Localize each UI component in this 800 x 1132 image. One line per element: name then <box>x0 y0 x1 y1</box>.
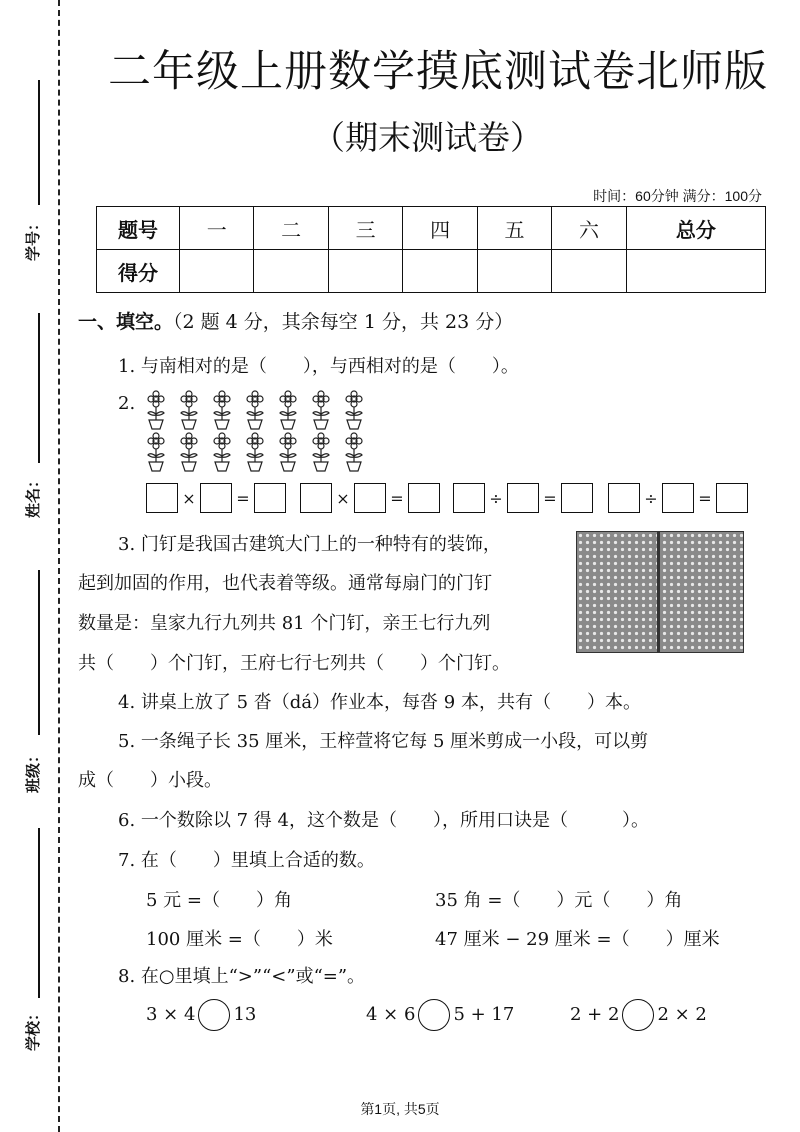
divide-sign: ÷ <box>489 488 503 508</box>
section-1-note: （2 题 4 分，其余每空 1 分，共 23 分） <box>173 311 514 333</box>
flower-pot-icon <box>143 390 169 430</box>
question-4: 4. 讲桌上放了 5 沓（dá）作业本，每沓 9 本，共有（ ）本。 <box>118 692 641 713</box>
student-id-line[interactable] <box>38 80 40 205</box>
flower-pot-icon <box>209 390 235 430</box>
score-col-total: 总分 <box>626 207 765 250</box>
flower-pot-icon <box>242 390 268 430</box>
score-table-row-header: 题号 <box>97 207 180 250</box>
equation-1 <box>146 483 286 513</box>
question-7: 7. 在（ ）里填上合适的数。 <box>118 850 375 871</box>
answer-box[interactable] <box>453 483 485 513</box>
flower-pot-icon <box>275 432 301 472</box>
equals-sign: = <box>543 488 557 508</box>
answer-box[interactable] <box>716 483 748 513</box>
answer-box[interactable] <box>408 483 440 513</box>
score-col-1: 一 <box>180 207 254 250</box>
score-cell[interactable] <box>328 250 402 293</box>
question-7c: 100 厘米 =（ ）米 <box>146 929 333 950</box>
multiply-sign: × <box>336 488 350 508</box>
multiply-sign: × <box>182 488 196 508</box>
flower-row-1 <box>143 390 367 430</box>
flower-pot-icon <box>275 390 301 430</box>
compare-right: 2 × 2 <box>657 1004 707 1025</box>
flower-pot-icon <box>341 390 367 430</box>
compare-circle[interactable] <box>418 999 450 1031</box>
class-line[interactable] <box>38 570 40 735</box>
question-3-line-4: 共（ ）个门钉，王府七行七列共（ ）个门钉。 <box>78 653 510 674</box>
section-1-title: 一、填空。 <box>78 311 174 333</box>
divide-sign: ÷ <box>644 488 658 508</box>
score-col-2: 二 <box>254 207 328 250</box>
question-7a: 5 元 =（ ）角 <box>146 890 292 911</box>
answer-box[interactable] <box>254 483 286 513</box>
question-7d: 47 厘米 − 29 厘米 =（ ）厘米 <box>435 929 720 950</box>
score-label: 得分 <box>97 250 180 293</box>
question-3-line-2: 起到加固的作用，也代表着等级。通常每扇门的门钉 <box>78 573 492 594</box>
score-cell[interactable] <box>552 250 626 293</box>
class-label: 班级： <box>24 747 43 794</box>
question-8c <box>570 999 707 1031</box>
answer-box[interactable] <box>662 483 694 513</box>
name-label: 姓名： <box>24 472 43 519</box>
answer-box[interactable] <box>200 483 232 513</box>
binding-dashed-line <box>58 0 60 1132</box>
door-nails-image <box>576 531 744 653</box>
name-line[interactable] <box>38 313 40 463</box>
flower-pot-icon <box>176 432 202 472</box>
equals-sign: = <box>236 488 250 508</box>
student-id-label: 学号： <box>24 215 43 262</box>
answer-box[interactable] <box>608 483 640 513</box>
question-7b: 35 角 =（ ）元（ ）角 <box>435 890 683 911</box>
equation-4 <box>608 483 748 513</box>
score-col-5: 五 <box>477 207 551 250</box>
answer-box[interactable] <box>507 483 539 513</box>
compare-right: 13 <box>233 1004 257 1025</box>
page-title: 二年级上册数学摸底测试卷北师版 <box>108 47 768 97</box>
page-subtitle: （期末测试卷） <box>312 118 543 157</box>
score-cell[interactable] <box>477 250 551 293</box>
question-3-line-1: 3. 门钉是我国古建筑大门上的一种特有的装饰， <box>118 534 501 555</box>
answer-box[interactable] <box>354 483 386 513</box>
door-split-line <box>657 532 660 652</box>
question-1: 1. 与南相对的是（ ），与西相对的是（ ）。 <box>118 356 519 377</box>
question-8a <box>146 999 256 1031</box>
compare-left: 3 × 4 <box>146 1004 196 1025</box>
flower-pot-icon <box>176 390 202 430</box>
answer-box[interactable] <box>300 483 332 513</box>
score-table <box>96 206 766 293</box>
score-col-6: 六 <box>552 207 626 250</box>
question-5-line-2: 成（ ）小段。 <box>78 770 222 791</box>
equals-sign: = <box>390 488 404 508</box>
question-8b <box>366 999 514 1031</box>
compare-left: 4 × 6 <box>366 1004 416 1025</box>
school-label: 学校： <box>24 1005 43 1052</box>
question-6: 6. 一个数除以 7 得 4，这个数是（ ），所用口诀是（ ）。 <box>118 810 649 831</box>
flower-pot-icon <box>143 432 169 472</box>
exam-meta: 时间：60分钟 满分：100分 <box>593 188 762 204</box>
answer-box[interactable] <box>561 483 593 513</box>
score-col-4: 四 <box>403 207 477 250</box>
section-1-heading <box>78 307 513 334</box>
question-3-line-3: 数量是：皇家九行九列共 81 个门钉，亲王七行九列 <box>78 613 491 634</box>
flower-pot-icon <box>242 432 268 472</box>
score-table-header-row <box>97 207 766 250</box>
flower-pot-icon <box>308 432 334 472</box>
equation-3 <box>453 483 593 513</box>
flower-pot-icon <box>209 432 235 472</box>
question-8: 8. 在○里填上“>”“<”或“=”。 <box>118 966 366 987</box>
score-col-3: 三 <box>328 207 402 250</box>
school-line[interactable] <box>38 828 40 998</box>
flower-row-2 <box>143 432 367 472</box>
answer-box[interactable] <box>146 483 178 513</box>
compare-circle[interactable] <box>198 999 230 1031</box>
score-table-score-row <box>97 250 766 293</box>
score-cell[interactable] <box>403 250 477 293</box>
compare-right: 5 + 17 <box>453 1004 515 1025</box>
page-footer: 第1页, 共5页 <box>360 1101 440 1117</box>
score-cell[interactable] <box>626 250 765 293</box>
question-5-line-1: 5. 一条绳子长 35 厘米，王梓萱将它每 5 厘米剪成一小段，可以剪 <box>118 731 649 752</box>
flower-pot-icon <box>341 432 367 472</box>
equals-sign: = <box>698 488 712 508</box>
flower-pot-icon <box>308 390 334 430</box>
compare-circle[interactable] <box>622 999 654 1031</box>
score-cell[interactable] <box>254 250 328 293</box>
equation-2 <box>300 483 440 513</box>
question-2-number: 2. <box>118 393 136 414</box>
compare-left: 2 + 2 <box>570 1004 620 1025</box>
score-cell[interactable] <box>180 250 254 293</box>
